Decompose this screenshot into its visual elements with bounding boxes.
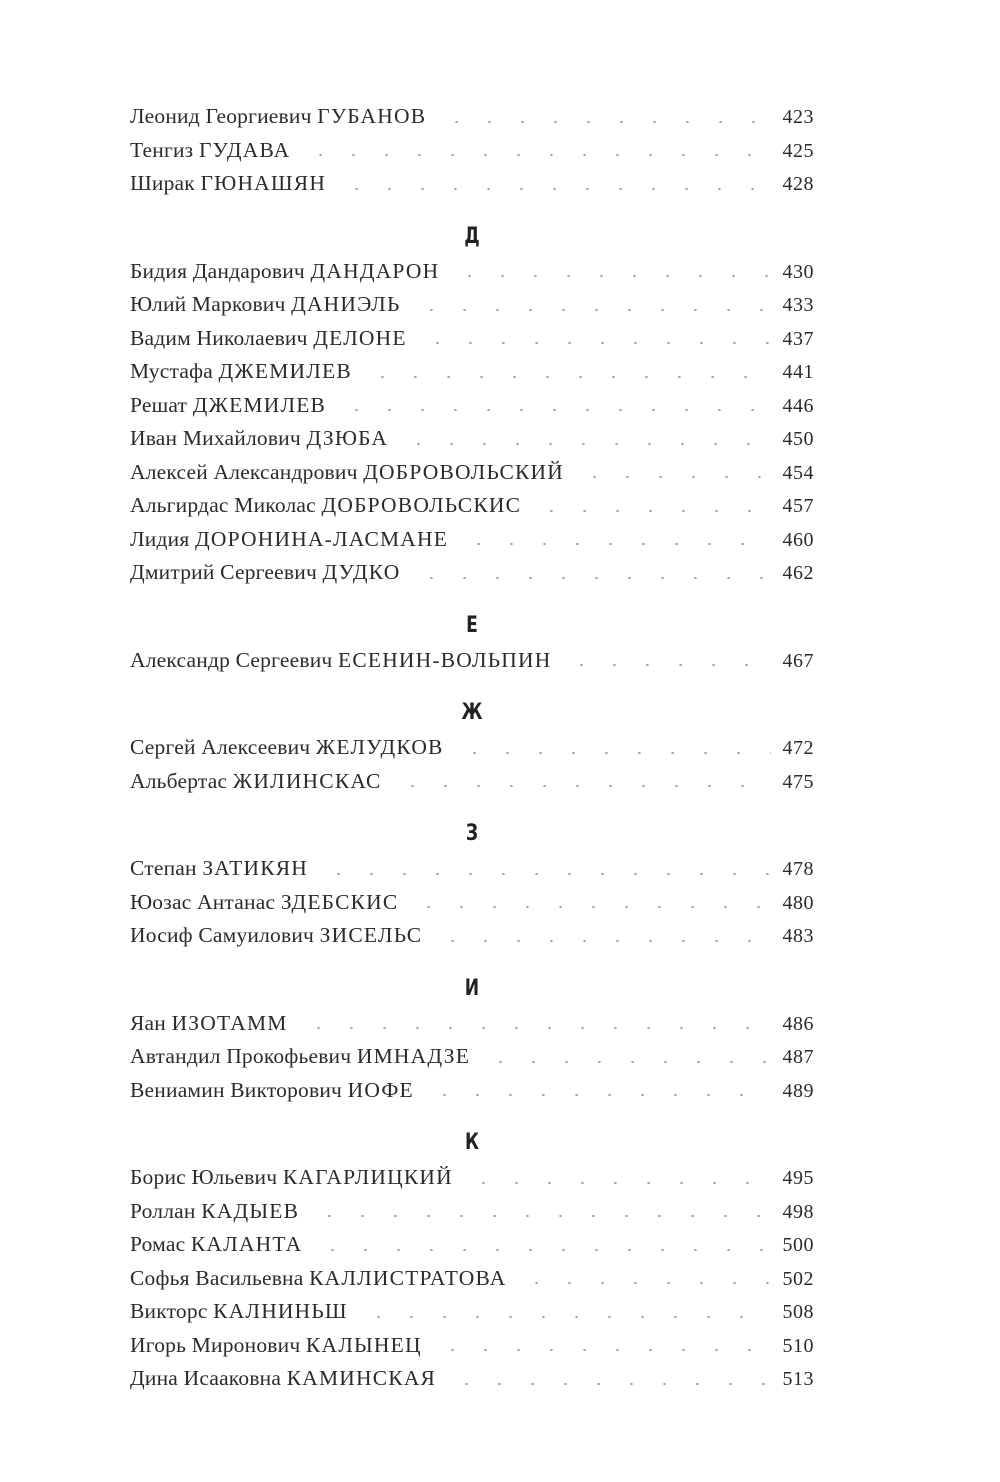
entry-page-number: 510 — [782, 1334, 814, 1357]
entry-last-name: КАЛАНТА — [190, 1232, 303, 1256]
entry-last-name: ИМНАДЗЕ — [356, 1044, 471, 1068]
entry-name — [130, 1295, 348, 1329]
entry-last-name: ЗИСЕЛЬС — [319, 923, 423, 947]
entry-name — [130, 1262, 506, 1296]
entry-first-name: Автандил Прокофьевич — [130, 1044, 352, 1068]
dot-leader — [412, 906, 770, 908]
toc-entry[interactable] — [130, 422, 814, 456]
entry-page-number: 487 — [782, 1046, 814, 1068]
dot-leader — [565, 664, 770, 666]
dot-leader — [302, 1027, 771, 1029]
entry-name — [130, 167, 326, 201]
entry-first-name: Яан — [130, 1010, 166, 1035]
entry-page-number: 428 — [782, 173, 814, 195]
entry-page-number: 437 — [782, 327, 814, 350]
entry-name — [130, 489, 521, 523]
toc-entry[interactable] — [130, 765, 814, 799]
dot-leader — [366, 376, 771, 378]
entry-page-number: 433 — [782, 294, 814, 316]
entry-name — [130, 1007, 288, 1041]
entry-name — [130, 765, 382, 799]
toc-entry[interactable] — [130, 1295, 814, 1329]
entry-first-name: Викторс — [130, 1299, 208, 1323]
entry-page-number: 457 — [782, 495, 814, 517]
entry-last-name: ДОБРОВОЛЬСКИЙ — [363, 459, 564, 484]
dot-leader — [322, 873, 770, 875]
entry-first-name: Борис Юльевич — [130, 1165, 278, 1189]
dot-leader — [436, 1349, 771, 1351]
entry-last-name: ДОРОНИНА-ЛАСМАНЕ — [195, 526, 449, 551]
dot-leader — [484, 1061, 770, 1063]
entry-page-number: 454 — [782, 461, 814, 484]
entry-page-number: 502 — [782, 1267, 814, 1290]
entry-first-name: Игорь Миронович — [130, 1332, 301, 1357]
entry-name — [130, 523, 448, 557]
toc-entry[interactable] — [130, 731, 814, 765]
entry-name — [130, 1074, 414, 1108]
toc-entry[interactable] — [130, 1228, 814, 1262]
toc-entry[interactable] — [130, 1195, 814, 1229]
entry-name — [130, 731, 444, 765]
toc-entry[interactable] — [130, 389, 814, 423]
toc-entry[interactable] — [130, 1362, 814, 1396]
toc-section — [130, 219, 814, 590]
entry-last-name: ДАНИЭЛЬ — [291, 292, 401, 316]
entry-page-number: 495 — [782, 1167, 814, 1189]
entry-first-name: Альгирдас Миколас — [130, 493, 316, 517]
toc-section — [130, 816, 814, 953]
entry-last-name: ЖЕЛУДКОВ — [315, 735, 444, 759]
entry-last-name: ЗАТИКЯН — [202, 856, 309, 880]
entry-first-name: Лидия — [130, 526, 190, 551]
entry-name — [130, 886, 398, 920]
toc-entry[interactable] — [130, 1040, 814, 1074]
toc-entry[interactable] — [130, 288, 814, 322]
dot-leader — [402, 443, 770, 445]
entry-first-name: Решат — [130, 392, 188, 417]
entry-first-name: Софья Васильевна — [130, 1265, 304, 1290]
entry-name — [130, 1161, 453, 1195]
toc-entry[interactable] — [130, 322, 814, 356]
section-letter: Ж — [461, 700, 483, 725]
entry-first-name: Александр Сергеевич — [130, 647, 333, 672]
entry-page-number: 467 — [782, 649, 814, 672]
entry-first-name: Роллан — [130, 1198, 196, 1223]
entry-name — [130, 100, 426, 134]
toc-entry[interactable] — [130, 456, 814, 490]
entry-page-number: 430 — [782, 260, 814, 283]
entry-name — [130, 644, 551, 678]
entry-name — [130, 422, 388, 456]
entry-first-name: Алексей Александрович — [130, 459, 358, 484]
entry-last-name: ЖИЛИНСКАС — [232, 768, 382, 793]
entry-last-name: ДЕЛОНЕ — [313, 325, 407, 350]
toc-entry[interactable] — [130, 1161, 814, 1195]
entry-last-name: ГУДАВА — [198, 137, 291, 162]
entry-last-name: ДЖЕМИЛЕВ — [192, 392, 327, 417]
entry-last-name: ИЗОТАММ — [171, 1010, 288, 1035]
toc-section — [130, 1125, 814, 1396]
entry-last-name: ДЗЮБА — [306, 426, 389, 450]
toc-section — [130, 971, 814, 1108]
dot-leader — [313, 1215, 770, 1217]
dot-leader — [453, 275, 770, 277]
entry-first-name: Иосиф Самуилович — [130, 923, 315, 947]
entry-name — [130, 1195, 299, 1229]
entry-last-name: КАГАРЛИЦКИЙ — [282, 1165, 453, 1189]
entry-name — [130, 355, 352, 389]
entry-last-name: ГУБАНОВ — [317, 104, 427, 128]
dot-leader — [396, 785, 771, 787]
toc-entry[interactable] — [130, 852, 814, 886]
entry-first-name: Юлий Маркович — [130, 292, 286, 316]
entry-first-name: Бидия Дандарович — [130, 258, 305, 283]
entry-name — [130, 852, 308, 886]
toc-entry[interactable] — [130, 489, 814, 523]
toc-entry[interactable] — [130, 100, 814, 134]
entry-page-number: 423 — [782, 106, 814, 128]
entry-name — [130, 919, 422, 953]
entry-page-number: 500 — [782, 1234, 814, 1256]
dot-leader — [436, 940, 770, 942]
entry-page-number: 472 — [782, 737, 814, 759]
entry-name — [130, 255, 439, 289]
entry-page-number: 480 — [782, 891, 814, 914]
toc-entry[interactable] — [130, 1007, 814, 1041]
entry-page-number: 450 — [782, 428, 814, 450]
entry-last-name: КАЛЫНЕЦ — [305, 1332, 422, 1357]
dot-leader — [462, 543, 770, 545]
toc-section — [130, 100, 814, 201]
entry-name — [130, 1040, 470, 1074]
dot-leader — [415, 309, 771, 311]
dot-leader — [458, 752, 771, 754]
entry-name — [130, 1362, 436, 1396]
entry-first-name: Альбертас — [130, 768, 228, 793]
entry-page-number: 441 — [782, 361, 814, 383]
dot-leader — [340, 188, 770, 190]
entry-page-number: 508 — [782, 1301, 814, 1323]
dot-leader — [535, 510, 770, 512]
entry-last-name: ГЮНАШЯН — [200, 171, 327, 195]
dot-leader — [450, 1383, 770, 1385]
entry-page-number: 489 — [782, 1079, 814, 1102]
entry-first-name: Леонид Георгиевич — [130, 104, 312, 128]
toc-section — [130, 608, 814, 678]
dot-leader — [415, 577, 771, 579]
entry-last-name: ЕСЕНИН-ВОЛЬПИН — [338, 647, 552, 672]
entry-last-name: ДЖЕМИЛЕВ — [218, 359, 352, 383]
dot-leader — [428, 1094, 771, 1096]
dot-leader — [316, 1249, 770, 1251]
entry-page-number: 483 — [782, 925, 814, 947]
entry-last-name: ДАНДАРОН — [310, 258, 440, 283]
entry-first-name: Юозас Антанас — [130, 889, 276, 914]
entry-first-name: Дмитрий Сергеевич — [130, 560, 317, 584]
section-letter: К — [464, 1130, 480, 1155]
dot-leader — [362, 1316, 771, 1318]
dot-leader — [520, 1282, 770, 1284]
entry-page-number: 486 — [782, 1012, 814, 1035]
section-letter: З — [465, 821, 479, 846]
toc-entry[interactable] — [130, 886, 814, 920]
entry-first-name: Дина Исааковна — [130, 1366, 282, 1390]
table-of-contents — [130, 100, 814, 1396]
entry-name — [130, 556, 401, 590]
dot-leader — [578, 476, 771, 478]
toc-entry[interactable] — [130, 523, 814, 557]
entry-page-number: 478 — [782, 858, 814, 880]
entry-first-name: Тенгиз — [130, 137, 194, 162]
section-letter: Д — [464, 223, 480, 249]
toc-entry[interactable] — [130, 556, 814, 590]
section-letter: И — [464, 975, 480, 1001]
entry-first-name: Ромас — [130, 1232, 186, 1256]
toc-entry[interactable] — [130, 1262, 814, 1296]
dot-leader — [304, 154, 770, 156]
entry-last-name: ИОФЕ — [347, 1077, 414, 1102]
entry-first-name: Сергей Алексеевич — [130, 735, 311, 759]
entry-last-name: КАЛЛИСТРАТОВА — [309, 1265, 507, 1290]
toc-entry[interactable] — [130, 1329, 814, 1363]
entry-last-name: ДОБРОВОЛЬСКИС — [321, 493, 522, 517]
entry-first-name: Мустафа — [130, 359, 213, 383]
entry-name — [130, 389, 326, 423]
entry-last-name: ЗДЕБСКИС — [280, 889, 399, 914]
entry-first-name: Иван Михайлович — [130, 426, 301, 450]
entry-page-number: 460 — [782, 528, 814, 551]
section-letter: Е — [466, 612, 478, 638]
entry-last-name: КАДЫЕВ — [201, 1198, 300, 1223]
toc-entry[interactable] — [130, 644, 814, 678]
entry-name — [130, 1329, 422, 1363]
toc-entry[interactable] — [130, 167, 814, 201]
toc-entry[interactable] — [130, 1074, 814, 1108]
dot-leader — [340, 409, 770, 411]
toc-section — [130, 695, 814, 798]
toc-entry[interactable] — [130, 255, 814, 289]
entry-name — [130, 288, 401, 322]
entry-page-number: 513 — [782, 1368, 814, 1390]
entry-name — [130, 1228, 302, 1262]
entry-first-name: Ширак — [130, 171, 195, 195]
entry-page-number: 498 — [782, 1200, 814, 1223]
entry-name — [130, 134, 290, 168]
dot-leader — [421, 342, 771, 344]
toc-entry[interactable] — [130, 134, 814, 168]
entry-page-number: 475 — [782, 770, 814, 793]
entry-page-number: 446 — [782, 394, 814, 417]
entry-first-name: Вадим Николаевич — [130, 325, 308, 350]
dot-leader — [440, 121, 770, 123]
entry-last-name: КАМИНСКАЯ — [286, 1366, 437, 1390]
toc-entry[interactable] — [130, 919, 814, 953]
toc-entry[interactable] — [130, 355, 814, 389]
entry-last-name: ДУДКО — [322, 560, 401, 584]
entry-name — [130, 456, 564, 490]
entry-first-name: Вениамин Викторович — [130, 1077, 343, 1102]
entry-page-number: 425 — [782, 139, 814, 162]
entry-first-name: Степан — [130, 856, 197, 880]
entry-name — [130, 322, 407, 356]
dot-leader — [467, 1182, 771, 1184]
entry-page-number: 462 — [782, 562, 814, 584]
entry-last-name: КАЛНИНЬШ — [213, 1299, 348, 1323]
